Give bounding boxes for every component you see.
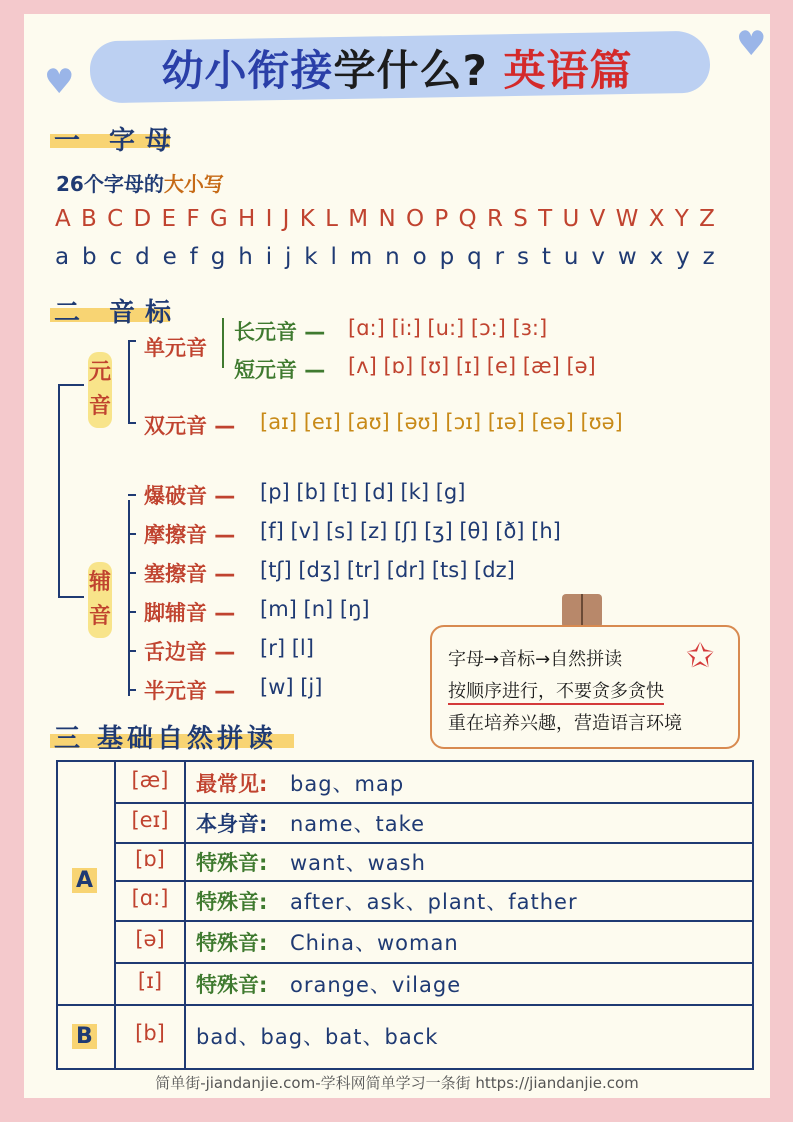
letter: y [676, 244, 690, 270]
letter: u [563, 244, 579, 270]
letter: a [55, 244, 70, 270]
table-rule-label: 最常见: [196, 772, 268, 796]
consonant-sounds: [tʃ] [dʒ] [tr] [dr] [ts] [dz] [260, 558, 515, 582]
letter: L [325, 206, 338, 232]
letter: h [238, 244, 253, 270]
letter: Y [674, 206, 689, 232]
letter: G [209, 206, 228, 232]
table-rule-label: 特殊音: [196, 890, 268, 914]
letter: V [589, 206, 606, 232]
section-header-letters: 一 字母 [54, 126, 182, 156]
table-rule-label: 特殊音: [196, 931, 268, 955]
letter: o [412, 244, 427, 270]
letter: K [299, 206, 315, 232]
tree-line [128, 572, 136, 574]
tree-line [222, 318, 224, 368]
table-rule-label: 本身音: [196, 812, 268, 836]
tree-line [58, 596, 84, 598]
letter-a-label: A [72, 868, 97, 893]
tree-line [128, 611, 136, 613]
book-icon [562, 594, 602, 628]
letter: B [81, 206, 97, 232]
letter: X [648, 206, 665, 232]
letter: p [439, 244, 455, 270]
diphthongs: [aɪ] [eɪ] [aʊ] [əʊ] [ɔɪ] [ɪə] [eə] [ʊə] [260, 410, 623, 434]
tip-line: 重在培养兴趣，营造语言环境 [448, 713, 682, 734]
letter: s [517, 244, 529, 270]
table-divider [114, 842, 752, 844]
phonics-table [56, 760, 754, 1070]
letter: m [349, 244, 373, 270]
heart-icon: ♥ [736, 24, 767, 64]
table-divider [184, 762, 186, 1068]
table-examples: bag、map [290, 772, 405, 796]
lowercase-letters [55, 244, 715, 270]
letter: T [538, 206, 553, 232]
letter: x [649, 244, 664, 270]
table-examples: bad、bag、bat、back [196, 1025, 439, 1049]
consonant-sounds: [r] [l] [260, 636, 314, 660]
tree-line [128, 340, 130, 424]
letter: O [405, 206, 425, 232]
star-icon: ✩ [686, 636, 715, 676]
letter: q [467, 244, 482, 270]
letter-b-label: B [72, 1024, 97, 1049]
table-ipa: [b] [135, 1021, 165, 1045]
consonant-type-label: 舌边音 — [144, 640, 236, 664]
letter: F [186, 206, 200, 232]
letter: P [434, 206, 449, 232]
letter: H [237, 206, 256, 232]
letter: n [385, 244, 400, 270]
tree-line [128, 500, 130, 696]
table-examples: name、take [290, 812, 425, 836]
letter: f [189, 244, 198, 270]
letter: D [133, 206, 152, 232]
letter: E [161, 206, 177, 232]
tip-line: 字母→音标→自然拼读 [448, 649, 623, 670]
table-ipa: [ə] [135, 927, 165, 951]
letter: b [82, 244, 97, 270]
tree-line [58, 384, 60, 596]
table-ipa: [ɒ] [135, 847, 165, 871]
vowel-label: 元 音 [88, 352, 112, 428]
letter: g [210, 244, 226, 270]
letter: v [591, 244, 605, 270]
consonant-type-label: 半元音 — [144, 679, 236, 703]
long-vowels: [ɑ:] [i:] [u:] [ɔ:] [ɜ:] [348, 316, 548, 340]
letter: l [330, 244, 337, 270]
consonant-sounds: [w] [j] [260, 675, 323, 699]
consonant-type-label: 脚辅音 — [144, 601, 236, 625]
consonant-sounds: [m] [n] [ŋ] [260, 597, 370, 621]
tree-line [128, 533, 136, 535]
letter: Z [699, 206, 715, 232]
table-rule-label: 特殊音: [196, 851, 268, 875]
uppercase-letters [55, 206, 715, 232]
letter: W [615, 206, 639, 232]
letter: c [109, 244, 123, 270]
table-rule-label: 特殊音: [196, 973, 268, 997]
letter: S [513, 206, 528, 232]
letter: U [562, 206, 580, 232]
letter: z [702, 244, 715, 270]
letter: I [265, 206, 273, 232]
letter: d [135, 244, 150, 270]
letter: N [378, 206, 396, 232]
consonant-sounds: [p] [b] [t] [d] [k] [g] [260, 480, 466, 504]
diphthong-label: 双元音 — [144, 414, 236, 438]
letter: Q [458, 206, 477, 232]
table-ipa: [eɪ] [131, 808, 169, 832]
worksheet-page [24, 14, 770, 1098]
letters-subtitle: 26个字母的大小写 [56, 172, 224, 196]
table-divider [114, 962, 752, 964]
letter: A [55, 206, 71, 232]
consonant-type-label: 塞擦音 — [144, 562, 236, 586]
section-header-phonetics: 二 音标 [54, 298, 182, 328]
letter: e [162, 244, 177, 270]
table-ipa: [ɪ] [137, 969, 163, 993]
letter: C [107, 206, 124, 232]
tip-line: 按顺序进行，不要贪多贪快 [448, 677, 664, 705]
table-examples: orange、vilage [290, 973, 462, 997]
heart-icon: ♥ [44, 62, 75, 102]
table-divider [114, 880, 752, 882]
table-divider [114, 802, 752, 804]
monophthong-label: 单元音 [144, 336, 207, 360]
table-examples: want、wash [290, 851, 426, 875]
tree-line [128, 650, 136, 652]
tree-line [128, 422, 136, 424]
letter: k [304, 244, 318, 270]
tree-line [128, 340, 136, 342]
letter: r [494, 244, 505, 270]
letter: j [284, 244, 292, 270]
long-vowel-label: 长元音 — [234, 320, 326, 344]
tree-line [58, 384, 84, 386]
letter: t [541, 244, 551, 270]
table-examples: China、woman [290, 931, 459, 955]
consonant-type-label: 爆破音 — [144, 484, 236, 508]
consonant-type-label: 摩擦音 — [144, 523, 236, 547]
letter: M [348, 206, 369, 232]
tree-line [128, 494, 136, 496]
short-vowel-label: 短元音 — [234, 358, 326, 382]
table-divider [114, 920, 752, 922]
section-header-phonics: 三 基础自然拼读 [54, 724, 278, 754]
consonant-sounds: [f] [v] [s] [z] [ʃ] [ʒ] [θ] [ð] [h] [260, 519, 561, 543]
table-examples: after、ask、plant、father [290, 890, 578, 914]
tree-line [128, 689, 136, 691]
letter: w [617, 244, 637, 270]
page-title: 幼小衔接学什么? 英语篇 [161, 46, 633, 95]
table-divider [58, 1004, 752, 1006]
short-vowels: [ʌ] [ɒ] [ʊ] [ɪ] [e] [æ] [ə] [348, 354, 596, 378]
letter: i [265, 244, 273, 270]
consonant-label: 辅 音 [88, 562, 112, 638]
table-ipa: [æ] [131, 768, 169, 792]
letter: J [282, 206, 290, 232]
table-ipa: [ɑ:] [131, 886, 169, 910]
footer-watermark: 简单街-jiandanjie.com-学科网简单学习一条街 https://jiandanjie.com [155, 1074, 639, 1092]
letter: R [486, 206, 503, 232]
